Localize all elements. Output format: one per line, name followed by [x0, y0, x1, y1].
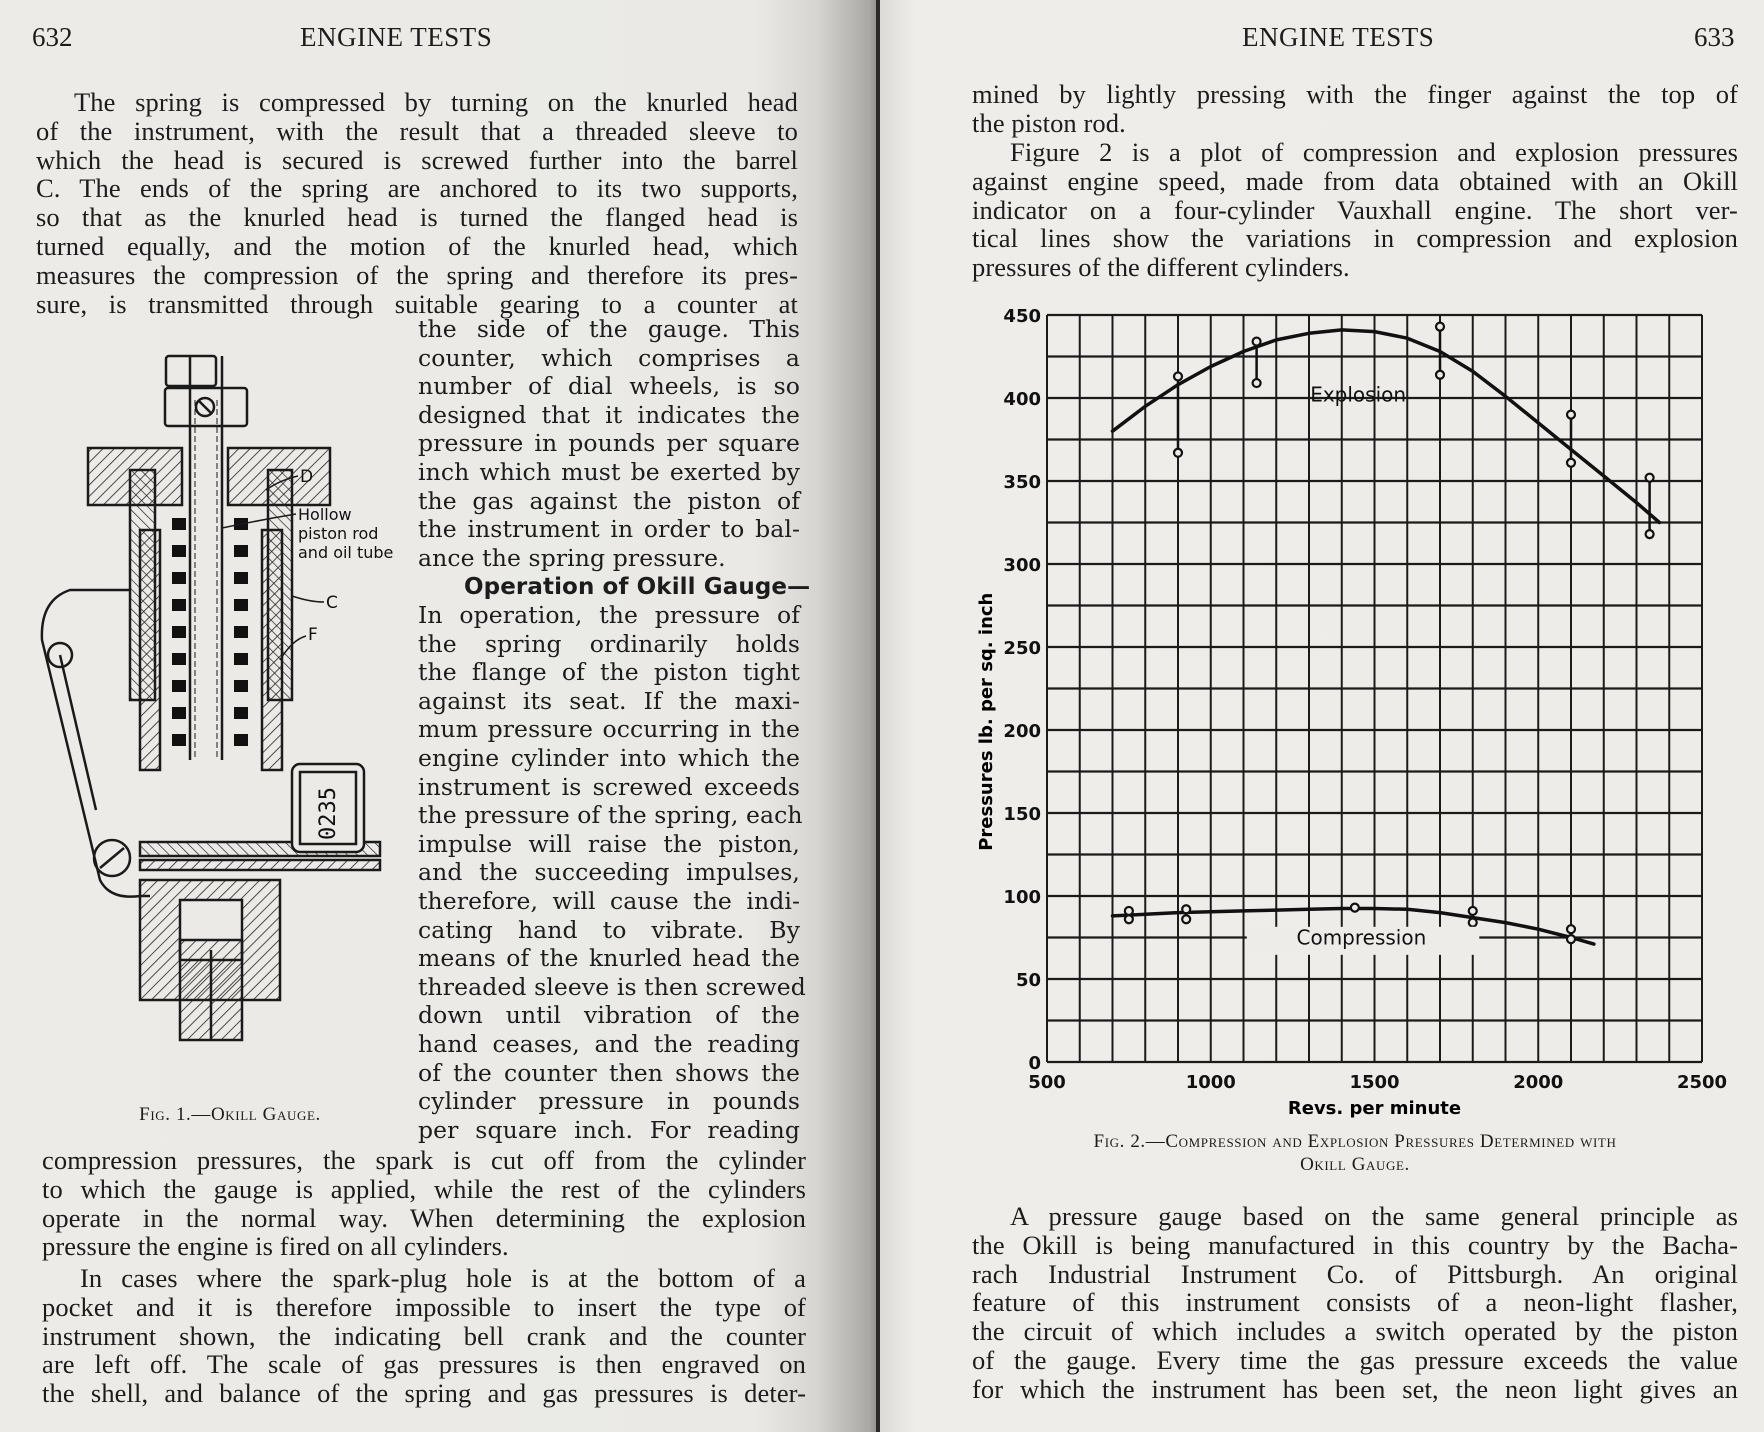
text-line: In cases where the spark-plug hole is at the bottom of a: [80, 1263, 806, 1293]
text-line: against its seat. If the maxi-: [418, 686, 800, 715]
data-point-low: [1567, 459, 1575, 467]
chart-annotations: [1247, 382, 1480, 955]
left-paragraph-3: [42, 1264, 806, 1408]
label-hollow-2: piston rod: [298, 524, 379, 543]
text-line: threaded sleeve is then screwed: [418, 972, 806, 1001]
text-line: cylinder pressure in pounds: [418, 1087, 800, 1116]
label-hollow-3: and oil tube: [298, 543, 394, 562]
data-point-low: [1253, 379, 1261, 387]
right-paragraph-2: [972, 138, 1738, 282]
text-line: means of the knurled head the: [418, 944, 800, 973]
y-tick-label: 450: [1003, 306, 1041, 327]
data-point-low: [1174, 449, 1182, 457]
text-line: impulse will raise the piston,: [418, 829, 800, 858]
text-line: ance the spring pressure.: [418, 543, 726, 572]
text-line: feature of this instrument consists of a neon-light flasher,: [972, 1287, 1738, 1318]
right-paragraph-3: [972, 1202, 1738, 1404]
x-tick-label: 2000: [1513, 1072, 1564, 1093]
text-line: of the gauge. Every time the gas pressure exceeds the value: [972, 1344, 1738, 1375]
text-line: number of dial wheels, is so: [418, 372, 800, 401]
data-point-low: [1125, 915, 1133, 923]
text-line: counter, which comprises a: [418, 343, 800, 372]
x-tick-labels: [1028, 1072, 1727, 1093]
y-tick-label: 50: [1015, 970, 1041, 991]
text-line: are left off. The scale of gas pressures is then engraved on: [42, 1349, 806, 1380]
label-d: D: [300, 467, 314, 487]
label-hollow-1: Hollow: [298, 505, 352, 524]
operation-sidehead-block: [418, 572, 811, 602]
data-point-high: [1567, 411, 1575, 419]
spring-coils: [172, 518, 248, 746]
text-line: designed that it indicates the: [418, 400, 800, 429]
text-line: inch which must be exerted by: [418, 457, 800, 486]
left-narrow-paragraph: [418, 315, 800, 572]
text-line: The spring is compressed by turning on the knurled head: [74, 87, 798, 117]
text-line: measures the compression of the spring and therefore its pres-: [36, 259, 798, 290]
data-point-high: [1646, 474, 1654, 482]
text-line: pocket and it is therefore impossible to insert the type of: [42, 1291, 806, 1322]
text-line: of the instrument, with the result that a threaded sleeve to: [36, 115, 798, 146]
text-line: mum pressure occurring in the: [418, 715, 800, 744]
text-line: cating hand to vibrate. By: [418, 915, 800, 944]
y-tick-label: 300: [1003, 555, 1041, 576]
data-point-low: [1182, 915, 1190, 923]
text-line: therefore, will cause the indi-: [418, 886, 800, 915]
figure-2-caption-line-2: Okill Gauge.: [1300, 1154, 1410, 1175]
data-point-high: [1174, 372, 1182, 380]
okill-gauge-illustration: [30, 340, 420, 1080]
y-tick-label: 100: [1003, 887, 1041, 908]
text-line: operate in the normal way. When determining the explosion: [42, 1202, 806, 1233]
text-line: against engine speed, made from data obtained with an Okill: [972, 165, 1738, 196]
text-line: the gas against the piston of: [418, 486, 800, 515]
text-line: indicator on a four-cylinder Vauxhall engine. The short ver-: [972, 194, 1738, 225]
figure-1-caption: Fig. 1.—Okill Gauge.: [139, 1104, 321, 1125]
text-line: Figure 2 is a plot of compression and explosion pressures: [1010, 137, 1738, 167]
label-c: C: [326, 593, 338, 613]
text-line: pressures of the different cylinders.: [972, 252, 1350, 283]
data-point-high: [1182, 905, 1190, 913]
text-line: turned equally, and the motion of the knurled head, which: [36, 230, 798, 261]
text-line: the shell, and balance of the spring and gas pressures is deter-: [42, 1378, 806, 1409]
text-line: so that as the knurled head is turned the flanged head is: [36, 202, 798, 233]
text-line: compression pressures, the spark is cut off from the cylinder: [42, 1145, 806, 1175]
right-paragraph-1: [972, 80, 1738, 138]
data-point-high: [1351, 904, 1359, 912]
figure-2-caption-line-1: Fig. 2.—Compression and Explosion Pressures Determined with: [1093, 1131, 1617, 1152]
text-line: the spring ordinarily holds: [418, 629, 800, 658]
text-line: engine cylinder into which the: [418, 743, 800, 772]
text-line: the circuit of which includes a switch operated by the piston: [972, 1316, 1738, 1347]
text-line: C. The ends of the spring are anchored to its two supports,: [36, 173, 798, 204]
running-head-left: ENGINE TESTS: [300, 22, 493, 52]
data-point-low: [1436, 371, 1444, 379]
y-tick-label: 400: [1003, 389, 1041, 410]
data-point-low: [1567, 935, 1575, 943]
y-axis-label: Pressures lb. per sq. inch: [976, 592, 997, 851]
text-line: mined by lightly pressing with the finger against the top of: [972, 79, 1738, 109]
text-line: pressure in pounds per square: [418, 429, 800, 458]
x-tick-label: 1000: [1185, 1072, 1236, 1093]
data-point-high: [1469, 907, 1477, 915]
annotation-compression: Compression: [1296, 925, 1427, 950]
text-line: instrument is screwed exceeds: [418, 772, 800, 801]
text-line: the side of the gauge. This: [418, 315, 800, 343]
text-line: the piston rod.: [972, 107, 1126, 138]
x-axis-label: Revs. per minute: [1287, 1098, 1462, 1119]
counter-reading: 0235: [316, 787, 341, 840]
text-line: rach Industrial Instrument Co. of Pittsburgh. An original: [972, 1258, 1738, 1289]
left-narrow-paragraph-2: [418, 601, 806, 1144]
text-line: sure, is transmitted through suitable gearing to a counter at: [36, 288, 798, 319]
annotation-explosion: Explosion: [1310, 382, 1407, 407]
data-point-high: [1253, 338, 1261, 346]
series-line-explosion: [1113, 330, 1660, 523]
text-line: hand ceases, and the reading: [418, 1029, 800, 1058]
text-line: pressure the engine is fired on all cylinders.: [42, 1231, 509, 1262]
data-point-high: [1125, 907, 1133, 915]
text-line: the pressure of the spring, each: [418, 801, 803, 830]
sidehead-operation: Operation of Okill Gauge—: [464, 574, 811, 600]
text-line: the instrument in order to bal-: [418, 515, 800, 544]
text-line: down until vibration of the: [418, 1001, 800, 1030]
data-point-low: [1646, 530, 1654, 538]
label-f: F: [308, 625, 318, 645]
y-tick-label: 150: [1003, 804, 1041, 825]
text-line: tical lines show the variations in compression and explosion: [972, 223, 1738, 254]
y-tick-label: 0: [1028, 1053, 1041, 1074]
page-number-left: 632: [32, 22, 73, 52]
pressure-vs-speed-chart: [960, 300, 1740, 1120]
running-head-right: ENGINE TESTS: [1242, 22, 1435, 52]
data-point-high: [1436, 323, 1444, 331]
x-tick-label: 2500: [1676, 1072, 1728, 1093]
x-tick-label: 500: [1028, 1072, 1066, 1093]
text-line: which the head is secured is screwed further into the barrel: [36, 144, 798, 175]
text-line: for which the instrument has been set, the neon light gives an: [972, 1373, 1738, 1404]
x-tick-label: 1500: [1349, 1072, 1400, 1093]
data-point-low: [1469, 919, 1477, 927]
left-paragraph-1: [36, 88, 798, 318]
text-line: of the counter then shows the: [418, 1058, 800, 1087]
text-line: per square inch. For reading: [418, 1115, 800, 1144]
book-gutter: [876, 0, 880, 1432]
chart-series: [1113, 323, 1660, 944]
text-line: A pressure gauge based on the same general principle as: [1010, 1201, 1738, 1231]
text-line: In operation, the pressure of: [418, 601, 800, 629]
text-line: and the succeeding impulses,: [418, 858, 800, 887]
y-tick-label: 350: [1003, 472, 1041, 493]
y-tick-label: 250: [1003, 638, 1041, 659]
left-paragraph-2: [42, 1146, 806, 1261]
data-point-high: [1567, 925, 1575, 933]
y-tick-label: 200: [1003, 721, 1041, 742]
text-line: the Okill is being manufactured in this country by the Bacha-: [972, 1229, 1738, 1260]
text-line: to which the gauge is applied, while the rest of the cylinders: [42, 1173, 806, 1204]
page-number-right: 633: [1694, 22, 1735, 52]
text-line: the flange of the piston tight: [418, 658, 800, 687]
text-line: instrument shown, the indicating bell crank and the counter: [42, 1320, 806, 1351]
y-tick-labels: [1003, 306, 1041, 1074]
